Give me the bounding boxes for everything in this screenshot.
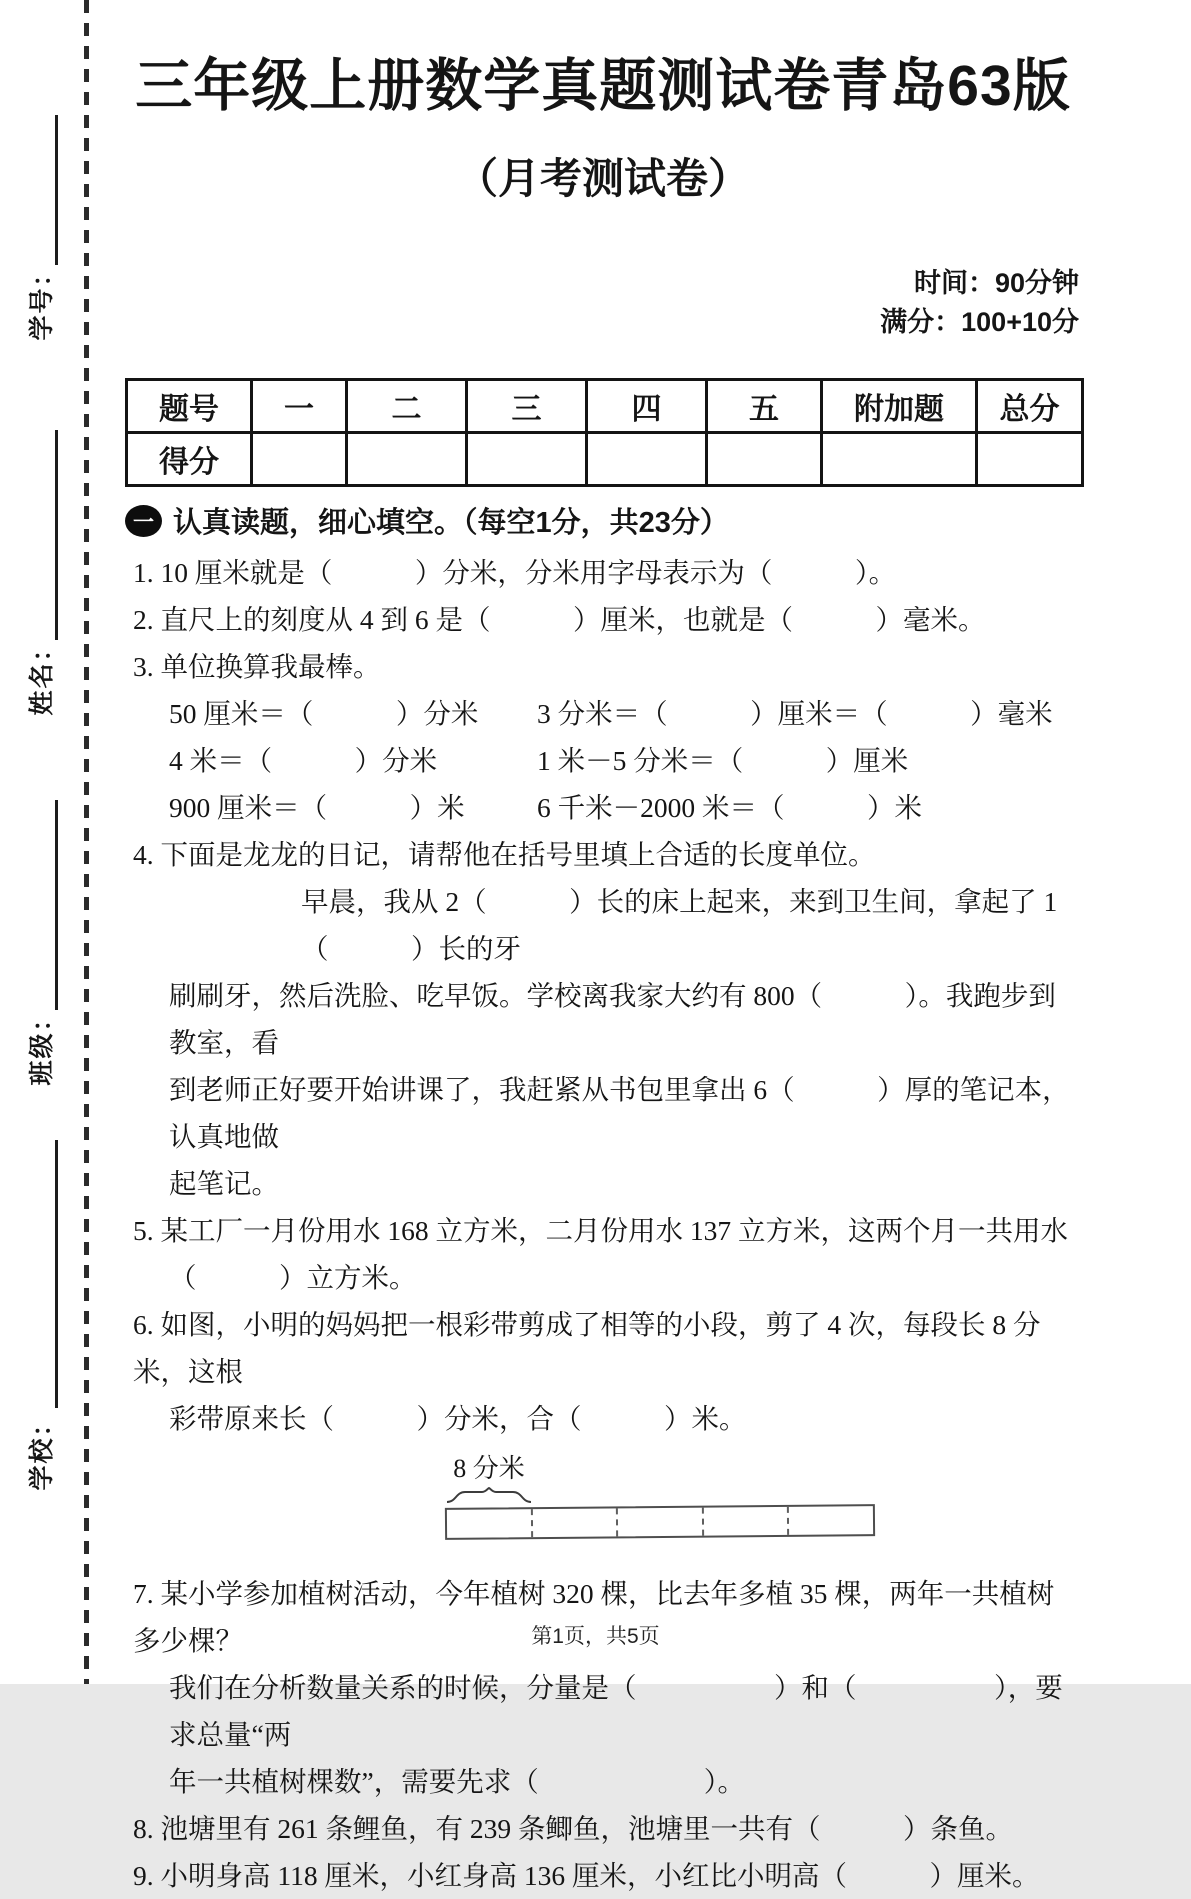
question-text: 直尺上的刻度从 4 到 6 是（ ）厘米，也就是（ ）毫米。 <box>160 604 986 635</box>
school-write-line <box>55 1140 58 1408</box>
question-text: 小明身高 118 厘米，小红身高 136 厘米，小红比小明高（ ）厘米。 <box>160 1860 1040 1891</box>
question-6 <box>133 1301 1081 1395</box>
score-cell-empty <box>467 433 587 486</box>
conversion-item: 6 千米－2000 米＝（ ）米 <box>537 792 922 823</box>
ribbon-segment <box>618 1508 704 1537</box>
question-number: 4. <box>133 839 154 870</box>
sidebar-label-name: 姓名： <box>28 634 56 716</box>
question-text: 下面是龙龙的日记，请帮他在括号里填上合适的长度单位。 <box>160 839 876 870</box>
exam-meta <box>125 230 1079 370</box>
ribbon-bar <box>445 1504 875 1540</box>
question-2 <box>133 596 1081 643</box>
ribbon-segment-length-label: 8 分米 <box>453 1454 525 1483</box>
question-text: 单位换算我最棒。 <box>160 651 381 682</box>
question-4-diary-line: 起笔记。 <box>169 1168 279 1199</box>
exam-time: 时间：90分钟 <box>913 268 1079 298</box>
question-number: 2. <box>133 604 154 635</box>
question-list <box>125 549 1081 1899</box>
question-9 <box>133 1852 1081 1899</box>
class-write-line <box>55 800 58 1010</box>
question-4-diary-line: 早晨，我从 2（ ）长的床上起来，来到卫生间，拿起了 1（ ）长的牙 <box>301 886 1058 964</box>
question-text: 某工厂一月份用水 168 立方米，二月份用水 137 立方米，这两个月一共用水 <box>160 1215 1068 1246</box>
question-4-diary-line: 到老师正好要开始讲课了，我赶紧从书包里拿出 6（ ）厚的笔记本，认真地做 <box>169 1074 1070 1152</box>
question-4-diary-line: 刷刷牙，然后洗脸、吃早饭。学校离我家大约有 800（ ）。我跑步到教室，看 <box>169 980 1056 1058</box>
question-1 <box>133 549 1081 596</box>
score-cell-empty <box>252 433 347 486</box>
conversion-item: 1 米－5 分米＝（ ）厘米 <box>537 745 909 776</box>
conversion-item: 900 厘米＝（ ）米 <box>169 792 465 823</box>
score-table-header-cell: 三 <box>467 380 587 433</box>
question-5-line: （ ）立方米。 <box>169 1262 417 1293</box>
conversion-item: 50 厘米＝（ ）分米 <box>169 698 479 729</box>
question-3-row-3 <box>133 784 1081 831</box>
section-one-heading <box>125 500 1081 541</box>
question-number: 9. <box>133 1860 154 1891</box>
brace-icon <box>446 1487 532 1503</box>
question-8 <box>133 1805 1081 1852</box>
score-table-header-cell: 二 <box>347 380 467 433</box>
score-cell-empty <box>347 433 467 486</box>
paper-content <box>125 0 1081 1899</box>
question-6-line: 彩带原来长（ ）分米，合（ ）米。 <box>169 1403 747 1434</box>
score-row-label: 得分 <box>127 433 252 486</box>
question-3-row-2 <box>133 737 1081 784</box>
question-number: 3. <box>133 651 154 682</box>
sidebar-label-class: 班级： <box>28 1004 56 1086</box>
question-text: 如图，小明的妈妈把一根彩带剪成了相等的小段，剪了 4 次，每段长 8 分米，这根 <box>133 1309 1041 1387</box>
student-id-write-line <box>55 115 58 265</box>
sidebar-label-school: 学校： <box>28 1409 56 1491</box>
question-7-line: 年一共植树棵数”，需要先求（ ）。 <box>169 1766 745 1797</box>
question-5 <box>133 1207 1081 1254</box>
ribbon-segment <box>532 1508 618 1537</box>
binding-dashed-line <box>84 0 89 1684</box>
question-4 <box>133 831 1081 878</box>
score-table-header-cell: 一 <box>252 380 347 433</box>
score-table-header-cell: 四 <box>587 380 707 433</box>
question-text: 10 厘米就是（ ）分米，分米用字母表示为（ ）。 <box>160 557 897 588</box>
question-text: 某小学参加植树活动，今年植树 320 棵，比去年多植 35 棵，两年一共植树多少棵？ <box>133 1578 1055 1656</box>
question-3-row-1 <box>133 690 1081 737</box>
score-table-header-cell: 附加题 <box>822 380 977 433</box>
name-write-line <box>55 430 58 640</box>
score-cell-empty <box>977 433 1083 486</box>
question-number: 5. <box>133 1215 154 1246</box>
conversion-item: 3 分米＝（ ）厘米＝（ ）毫米 <box>537 698 1053 729</box>
question-number: 8. <box>133 1813 154 1844</box>
section-one-badge: 一 <box>125 505 162 537</box>
section-one-title: 认真读题，细心填空。（每空1分，共23分） <box>173 507 729 539</box>
score-table-score-row <box>127 433 1083 486</box>
conversion-item: 4 米＝（ ）分米 <box>169 745 438 776</box>
page-number-footer: 第1页，共5页 <box>531 1625 660 1648</box>
question-number: 1. <box>133 557 154 588</box>
score-table-header-cell: 总分 <box>977 380 1083 433</box>
ribbon-diagram <box>445 1454 875 1538</box>
paper-subtitle: （月考测试卷） <box>455 155 750 202</box>
ribbon-segment <box>447 1509 533 1538</box>
paper-title: 三年级上册数学真题测试卷青岛63版 <box>135 54 1071 118</box>
question-7-line: 我们在分析数量关系的时候，分量是（ ）和（ ），要求总量“两 <box>169 1672 1063 1750</box>
question-number: 7. <box>133 1578 154 1609</box>
ribbon-segment <box>704 1507 790 1536</box>
question-number: 6. <box>133 1309 154 1340</box>
score-cell-empty <box>822 433 977 486</box>
sidebar-label-student-id: 学号： <box>28 259 56 341</box>
question-3 <box>133 643 1081 690</box>
score-cell-empty <box>587 433 707 486</box>
question-text: 池塘里有 261 条鲤鱼，有 239 条鲫鱼，池塘里一共有（ ）条鱼。 <box>160 1813 1013 1844</box>
score-cell-empty <box>707 433 822 486</box>
score-table-header-cell: 题号 <box>127 380 252 433</box>
score-table-header-row <box>127 380 1083 433</box>
score-table <box>125 378 1084 487</box>
exam-full-score: 满分：100+10分 <box>880 307 1079 337</box>
ribbon-segment <box>789 1506 873 1535</box>
score-table-header-cell: 五 <box>707 380 822 433</box>
